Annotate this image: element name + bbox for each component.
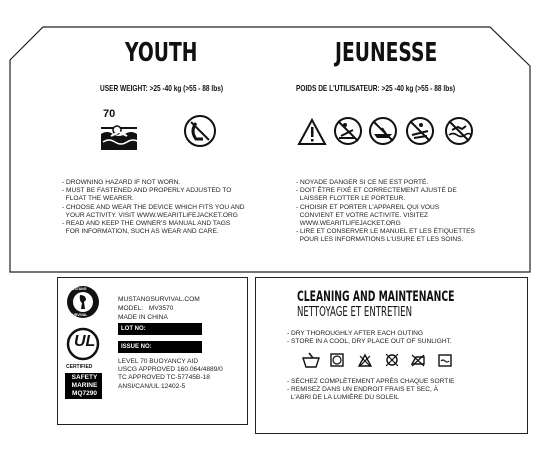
website-text: MUSTANGSURVIVAL.COM: [118, 296, 200, 303]
no-watercraft-icon: [368, 116, 398, 146]
logo-text-bottom: SURVIVAL: [70, 313, 88, 317]
no-tumble-dry-icon: [357, 352, 373, 368]
youth-warnings: - DROWNING HAZARD IF NOT WORN. - MUST BE FASTENED AND PROPERLY ADJUSTED TO FLOAT THE WEARER. - CHOOSE AND WEAR THE DEVICE WHICH FITS YOU AND YOUR ACTIVITY. VISIT WWW.WEARITLIFEJACKET.ORG - READ AND KEEP THE OWNER'S MANUAL AND TAGS FOR INFORMATION, SUCH AS WEAR AND CARE.: [62, 179, 245, 236]
ul-mark: UL: [74, 333, 96, 350]
youth-weight: USER WEIGHT: >25 -40 kg (>55 - 88 lbs): [100, 84, 224, 93]
jeunesse-weight: POIDS DE L'UTILISATEUR: >25 -40 kg (>55 - 88 lbs): [296, 84, 456, 93]
dry-flat-icon: [437, 352, 453, 368]
care-subtitle: NETTOYAGE ET ENTRETIEN: [297, 305, 413, 320]
youth-title: YOUTH: [125, 38, 198, 68]
no-dry-clean-icon: [384, 352, 400, 368]
warning-triangle-icon: [297, 118, 327, 146]
lot-number-field: LOT NO:: [118, 323, 202, 335]
no-towing-icon: [183, 114, 217, 148]
buoyancy-level-label: 70: [103, 108, 116, 120]
hand-wash-icon: [301, 352, 321, 368]
jeunesse-warnings: - NOYADE DANGER SI CE NE EST PORTÉ. - DOIT ÊTRE FIXÉ ET CORRECTEMENT AJUSTÉ DE LAISSER FLOTTER LE PORTEUR. - CHOISIR ET PORTER L'APPAREIL QUI VOUS CONVIENT ET VOTRE ACTIVITE. VISITEZ WWW.WEARITLIFEJACKET.ORG - LIRE ET CONSERVER LE MANUEL ET LES ÉTIQUETTES POUR LES INFORMATIONS L'USURE ET LES SOINS.: [296, 179, 475, 244]
issue-number-field: ISSUE NO:: [118, 341, 202, 353]
logo-text-top: MUSTANG: [69, 287, 87, 291]
no-swimming-icon: [444, 116, 474, 146]
care-title: CLEANING AND MAINTENANCE: [297, 289, 455, 305]
no-kitesurf-icon: [405, 116, 435, 146]
approvals-text: LEVEL 70 BUOYANCY AID USCG APPROVED 160.064/4889/0 TC APPROVED TC-57745B-18 ANSI/CAN/UL 12402-5: [118, 358, 223, 390]
safety-marine-badge: SAFETY MARINE MQ7290: [65, 373, 102, 399]
no-iron-icon: [410, 352, 426, 368]
no-bleach-icon: [329, 352, 345, 368]
care-french-text: - SÉCHEZ COMPLÈTEMENT APRÈS CHAQUE SORTIE - REMISEZ DANS UN ENDROIT FRAIS ET SEC, À L'ABRI DE LA LUMIÈRE DU SOLEIL: [287, 378, 455, 402]
care-english-text: - DRY THOROUGHLY AFTER EACH OUTING - STORE IN A COOL, DRY PLACE OUT OF SUNLIGHT.: [287, 330, 452, 346]
no-water-skiing-icon: [333, 116, 363, 146]
model-text: MODEL: MV3570: [118, 305, 174, 312]
water-wave-badge-icon: [97, 110, 141, 152]
made-in-text: MADE IN CHINA: [118, 314, 168, 321]
jeunesse-title: JEUNESSE: [335, 38, 438, 68]
ul-certified-label: CERTIFIED: [66, 364, 93, 370]
